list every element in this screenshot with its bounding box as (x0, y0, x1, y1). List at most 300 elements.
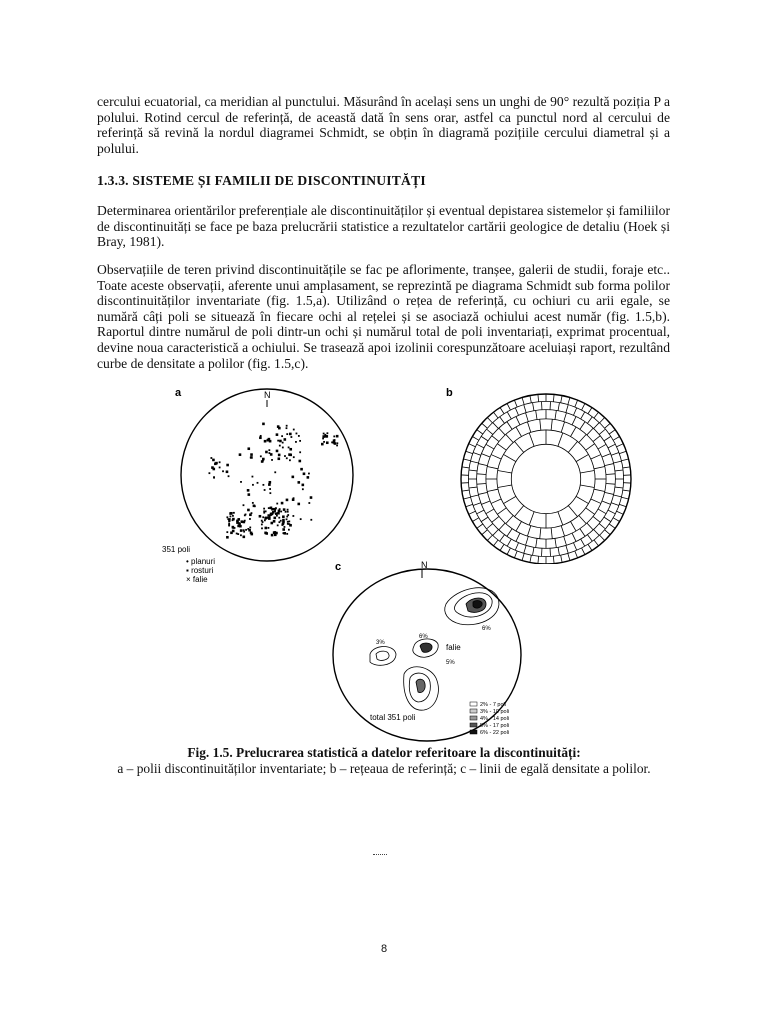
pole-point (324, 434, 326, 436)
legend-falie: × falie (186, 575, 208, 584)
grid-spoke (611, 452, 619, 455)
grid-spoke (481, 501, 490, 504)
grid-spoke (614, 461, 622, 463)
grid-spoke (516, 533, 520, 541)
grid-spoke (526, 536, 529, 545)
grid-spoke (594, 540, 599, 546)
grid-spoke (527, 422, 530, 432)
grid-spoke (576, 454, 588, 461)
grid-spoke (619, 451, 626, 453)
pole-point (236, 533, 238, 535)
pole-point (296, 433, 298, 435)
grid-spoke (500, 417, 505, 424)
grid-spoke (493, 529, 499, 535)
pole-point (287, 514, 289, 516)
pole-point (278, 517, 280, 519)
pole-point (247, 447, 250, 450)
grid-spoke (500, 407, 504, 413)
pole-point (209, 472, 211, 474)
grid-spoke (486, 509, 494, 514)
pole-point (282, 521, 285, 524)
pole-point (278, 457, 281, 460)
pole-point (289, 448, 292, 451)
grid-spoke (486, 444, 494, 449)
pole-point (334, 439, 336, 441)
grid-spoke (587, 535, 592, 542)
grid-spoke (533, 547, 534, 555)
pole-point (287, 509, 289, 511)
pole-point (270, 453, 273, 456)
grid-spoke (571, 522, 577, 532)
grid-spoke (561, 422, 564, 432)
pole-point (245, 529, 247, 531)
grid-spoke (587, 417, 592, 424)
grid-spoke (514, 441, 523, 452)
pole-point (281, 435, 283, 437)
pole-point (270, 514, 272, 516)
grid-spoke (516, 522, 522, 532)
grid-spoke (493, 423, 499, 429)
grid-spoke (500, 544, 504, 550)
pole-point (268, 483, 271, 486)
grid-spoke (540, 528, 541, 539)
grid-spoke (469, 487, 477, 488)
grid-spoke (613, 437, 619, 441)
panel-b-letter: b (446, 387, 453, 399)
pole-point (226, 516, 228, 518)
grid-spoke (591, 455, 601, 459)
grid-spoke (507, 403, 510, 410)
pole-point (276, 503, 278, 505)
grid-spoke (572, 416, 576, 424)
pole-point (288, 521, 290, 523)
pole-point (271, 534, 274, 537)
grid-spoke (605, 464, 614, 466)
grid-spoke (524, 405, 526, 413)
grid-spoke (524, 545, 526, 553)
pole-point (279, 445, 281, 447)
pole-point (263, 512, 265, 514)
pole-point (260, 455, 262, 457)
density-contours (370, 588, 499, 710)
grid-spoke (477, 510, 484, 514)
grid-spoke (522, 397, 524, 404)
grid-spoke (536, 410, 537, 419)
grid-spoke (580, 422, 585, 430)
grid-spoke (487, 524, 493, 529)
pole-point (336, 435, 339, 438)
grid-ring (511, 444, 580, 513)
pole-point (322, 438, 324, 440)
pole-point (262, 484, 264, 486)
pole-point (297, 503, 300, 506)
grid-spoke (594, 423, 600, 429)
grid-spoke (466, 504, 473, 506)
grid-spoke (582, 548, 585, 555)
grid-spoke (530, 396, 531, 403)
pole-point (264, 519, 266, 521)
grid-spoke (571, 427, 577, 437)
grid-spoke (487, 467, 498, 469)
contour-label-5pct: 5% (446, 660, 455, 666)
grid-spoke (533, 403, 534, 411)
pole-point (282, 528, 285, 531)
pole-point (288, 447, 290, 449)
grid-spoke (469, 470, 477, 471)
grid-spoke (576, 496, 588, 503)
pole-point (279, 440, 282, 443)
pole-point (250, 453, 253, 456)
contour-label-6pct-center: 6% (419, 634, 428, 640)
grid-spoke (529, 512, 534, 526)
figure-panel-c (330, 558, 660, 743)
panel-c-letter: c (335, 561, 342, 573)
grid-spoke (466, 451, 473, 453)
pole-point (285, 511, 287, 513)
grid-spoke (463, 497, 470, 499)
grid-spoke (602, 454, 611, 457)
grid-spoke (621, 459, 628, 461)
section-heading: 1.3.3. SISTEME ȘI FAMILII DE DISCONTINUITĂȚI (97, 173, 426, 188)
pole-point (228, 524, 230, 526)
pole-point (269, 481, 272, 484)
grid-spoke (482, 530, 488, 535)
pole-point (252, 484, 254, 486)
pole-point (257, 482, 259, 484)
grid-spoke (598, 509, 606, 514)
pole-point (308, 473, 310, 475)
pole-point (286, 433, 288, 435)
pole-point (310, 496, 313, 499)
pole-point (261, 520, 263, 522)
contour-label-3pct: 3% (376, 640, 385, 646)
pole-point (273, 520, 276, 523)
pole-point (283, 508, 286, 511)
pole-point (232, 526, 235, 529)
pole-point (277, 440, 279, 442)
grid-spoke (581, 412, 585, 419)
pole-point (327, 432, 329, 434)
caption-body: a – polii discontinuităților inventariate; b – rețeaua de referință; c – linii de egală densitate a polilor. (117, 760, 651, 776)
grid-spoke (516, 427, 522, 437)
grid-spoke (566, 405, 568, 413)
grid-spoke (470, 495, 478, 497)
grid-spoke (469, 511, 476, 514)
grid-spoke (599, 429, 605, 434)
grid-spoke (619, 504, 626, 506)
paragraph-determination: Determinarea orientărilor preferențiale ale discontinuităților și eventual depistarea sistemelor și familiilor de discontinuități se face pe baza prelucrării statistice a rezultatelor cartării geologice de detaliu (Hoek și Bray, 1981). (97, 203, 670, 250)
pole-point (236, 521, 239, 524)
grid-spoke (482, 423, 488, 428)
grid-spoke (463, 459, 470, 461)
pole-point (276, 515, 278, 517)
grid-spoke (506, 515, 513, 523)
grid-spoke (573, 543, 576, 551)
grid-spoke (588, 407, 592, 413)
grid-spoke (515, 408, 518, 416)
pole-point (286, 518, 288, 520)
page-number: 8 (380, 943, 388, 955)
grid-spoke (605, 423, 611, 428)
pole-point (264, 489, 266, 491)
grid-spoke (487, 417, 492, 422)
grid-spoke (507, 539, 511, 546)
grid-spoke (507, 548, 510, 555)
grid-spoke (514, 506, 523, 517)
grid-spoke (579, 515, 586, 523)
grid-spoke (527, 526, 530, 536)
pole-point (270, 522, 273, 525)
grid-spoke (561, 526, 564, 536)
pole-point (297, 481, 300, 484)
grid-spoke (623, 490, 630, 491)
pole-point (226, 470, 229, 473)
pole-point (284, 455, 286, 457)
grid-spoke (593, 436, 600, 442)
density-legend (470, 702, 509, 736)
pole-point (262, 516, 264, 518)
grid-spoke (587, 428, 593, 435)
pole-point (228, 475, 230, 477)
pole-point (211, 466, 214, 469)
pole-point (286, 457, 288, 459)
pole-point (323, 433, 325, 435)
pole-point (237, 533, 239, 535)
pole-point (226, 464, 229, 467)
grid-spoke (609, 524, 615, 528)
pole-point (268, 507, 270, 509)
grid-spoke (606, 483, 615, 484)
pole-point (247, 509, 250, 512)
pole-point (261, 524, 263, 526)
pole-point (250, 532, 253, 535)
pole-point (295, 441, 297, 443)
grid-spoke (580, 529, 585, 537)
pole-point (261, 527, 263, 529)
pole-point (288, 523, 290, 525)
grid-spoke (558, 433, 563, 447)
grid-spoke (615, 470, 623, 471)
caption-title: Fig. 1.5. Prelucrarea statistică a datelor referitoare la discontinuități: (187, 745, 581, 760)
pole-point (336, 445, 338, 447)
grid-spoke (536, 538, 537, 547)
grid-spoke (573, 408, 576, 416)
grid-spoke (594, 467, 605, 469)
pole-point (243, 504, 245, 506)
pole-point (270, 507, 272, 509)
pole-point (275, 512, 278, 515)
grid-spoke (615, 487, 623, 488)
grid-spoke (575, 551, 578, 558)
pole-point (265, 532, 268, 535)
pole-point (230, 516, 232, 518)
grid-spoke (478, 492, 487, 494)
grid-spoke (462, 490, 469, 491)
pole-point (264, 440, 267, 443)
grid-spoke (608, 510, 615, 514)
pole-point (254, 505, 256, 507)
grid-spoke (491, 499, 501, 503)
pole-point (226, 531, 228, 533)
grid-spoke (498, 470, 512, 472)
pole-point (282, 442, 284, 444)
reference-grid (461, 394, 631, 564)
pole-point (263, 508, 265, 510)
pole-point (259, 436, 262, 439)
grid-spoke (487, 489, 498, 491)
grid-spoke (472, 518, 478, 522)
pole-point (281, 502, 284, 505)
pole-point (268, 438, 271, 441)
pole-point (292, 476, 295, 479)
grid-spoke (606, 474, 615, 475)
paragraph-intro: cercului ecuatorial, ca meridian al punctului. Măsurând în același sens un unghi de 90° rezultă poziția P a polului. Rotind cercul de referință, de această dată în sens orar, astfel ca punctul nord al cercului de referință să revină la nordul diagramei Schmidt, se obțin în diagramă pozițiile cercului diametral și a polului. (97, 94, 670, 156)
pole-point (333, 435, 335, 437)
grid-spoke (551, 528, 552, 539)
grid-spoke (564, 536, 567, 545)
pole-point (303, 472, 306, 475)
grid-spoke (594, 489, 605, 491)
pole-point (280, 520, 282, 522)
figure-caption (100, 745, 668, 776)
grid-spoke (568, 397, 570, 404)
grid-spoke (581, 539, 585, 546)
pole-point (300, 518, 302, 520)
grid-spoke (499, 428, 505, 435)
pole-point (227, 518, 229, 520)
pole-point (287, 523, 289, 525)
grid-spoke (497, 444, 506, 450)
grid-spoke (540, 419, 541, 430)
grid-spoke (598, 444, 606, 449)
pole-point (298, 435, 300, 437)
pole-point (269, 516, 271, 518)
grid-spoke (492, 516, 499, 522)
grid-spoke (614, 495, 622, 497)
grid-spoke (604, 517, 611, 522)
pole-point (219, 461, 221, 463)
pole-point (243, 531, 245, 533)
grid-spoke (588, 544, 592, 550)
grid-spoke (564, 413, 567, 422)
pole-point (222, 470, 224, 472)
panel-a-north: N (264, 390, 271, 400)
pole-point (274, 471, 276, 473)
pole-point (240, 529, 243, 532)
svg-text:4% - 14 poli: 4% - 14 poli (480, 716, 510, 722)
pole-point (210, 457, 212, 459)
pole-point (249, 527, 251, 529)
grid-spoke (600, 535, 605, 540)
grid-spoke (462, 467, 469, 468)
pole-point (249, 513, 252, 516)
grid-spoke (507, 422, 512, 430)
pole-point (282, 447, 284, 449)
pole-point (280, 511, 282, 513)
pole-point (299, 451, 301, 453)
pole-point (276, 450, 279, 453)
grid-spoke (572, 533, 576, 541)
pole-point (292, 515, 294, 517)
svg-text:6% - 22 poli: 6% - 22 poli (480, 730, 510, 736)
pole-point (229, 518, 231, 520)
grid-spoke (515, 543, 518, 551)
pole-point (247, 528, 249, 530)
grid-spoke (617, 511, 624, 514)
grid-spoke (499, 523, 505, 530)
pole-point (268, 527, 270, 529)
pole-point (229, 512, 232, 515)
pole-point (247, 489, 250, 492)
grid-spoke (568, 441, 577, 452)
pole-point (232, 530, 235, 533)
grid-spoke (594, 529, 600, 535)
pole-point (274, 510, 276, 512)
pole-point (239, 453, 242, 456)
grid-spoke (491, 455, 501, 459)
grid-spoke (497, 508, 506, 514)
pole-point (278, 510, 281, 513)
grid-spoke (586, 508, 595, 514)
pole-point (287, 511, 289, 513)
pole-point (242, 536, 245, 539)
grid-spoke (473, 503, 481, 506)
grid-spoke (621, 497, 628, 499)
pole-point (290, 436, 292, 438)
svg-text:5% - 17 poli: 5% - 17 poli (480, 723, 510, 729)
pole-point (277, 524, 279, 526)
grid-spoke (555, 538, 556, 547)
grid-spoke (623, 467, 630, 468)
pole-point (252, 502, 254, 504)
grid-spoke (469, 444, 476, 447)
pole-point (293, 456, 295, 458)
grid-spoke (481, 454, 490, 457)
pole-point (249, 518, 251, 520)
grid-spoke (477, 474, 486, 475)
grid-spoke (470, 461, 478, 463)
pole-point (273, 517, 276, 520)
grid-spoke (492, 436, 499, 442)
grid-spoke (551, 419, 552, 430)
pole-point (219, 467, 221, 469)
pole-point (265, 451, 268, 454)
grid-spoke (575, 400, 578, 407)
grid-spoke (602, 501, 611, 504)
pole-point (248, 493, 251, 496)
pole-point (282, 532, 284, 534)
pole-point (323, 441, 325, 443)
stereonet-circle-a (181, 389, 353, 561)
grid-spoke (472, 437, 478, 441)
pole-point (237, 518, 240, 521)
grid-spoke (538, 394, 539, 401)
pole-point (299, 440, 301, 442)
grid-spoke (558, 512, 563, 526)
pole-point (289, 454, 292, 457)
pole-point (226, 536, 229, 539)
svg-text:3% - 10 poli: 3% - 10 poli (480, 709, 510, 715)
pole-point (212, 459, 215, 462)
pole-point (232, 518, 235, 521)
grid-spoke (487, 535, 492, 540)
grid-spoke (473, 452, 481, 455)
grid-spoke (580, 485, 594, 487)
pole-point (286, 427, 288, 429)
grid-spoke (514, 400, 517, 407)
grid-spoke (526, 413, 529, 422)
grid-spoke (529, 433, 534, 447)
